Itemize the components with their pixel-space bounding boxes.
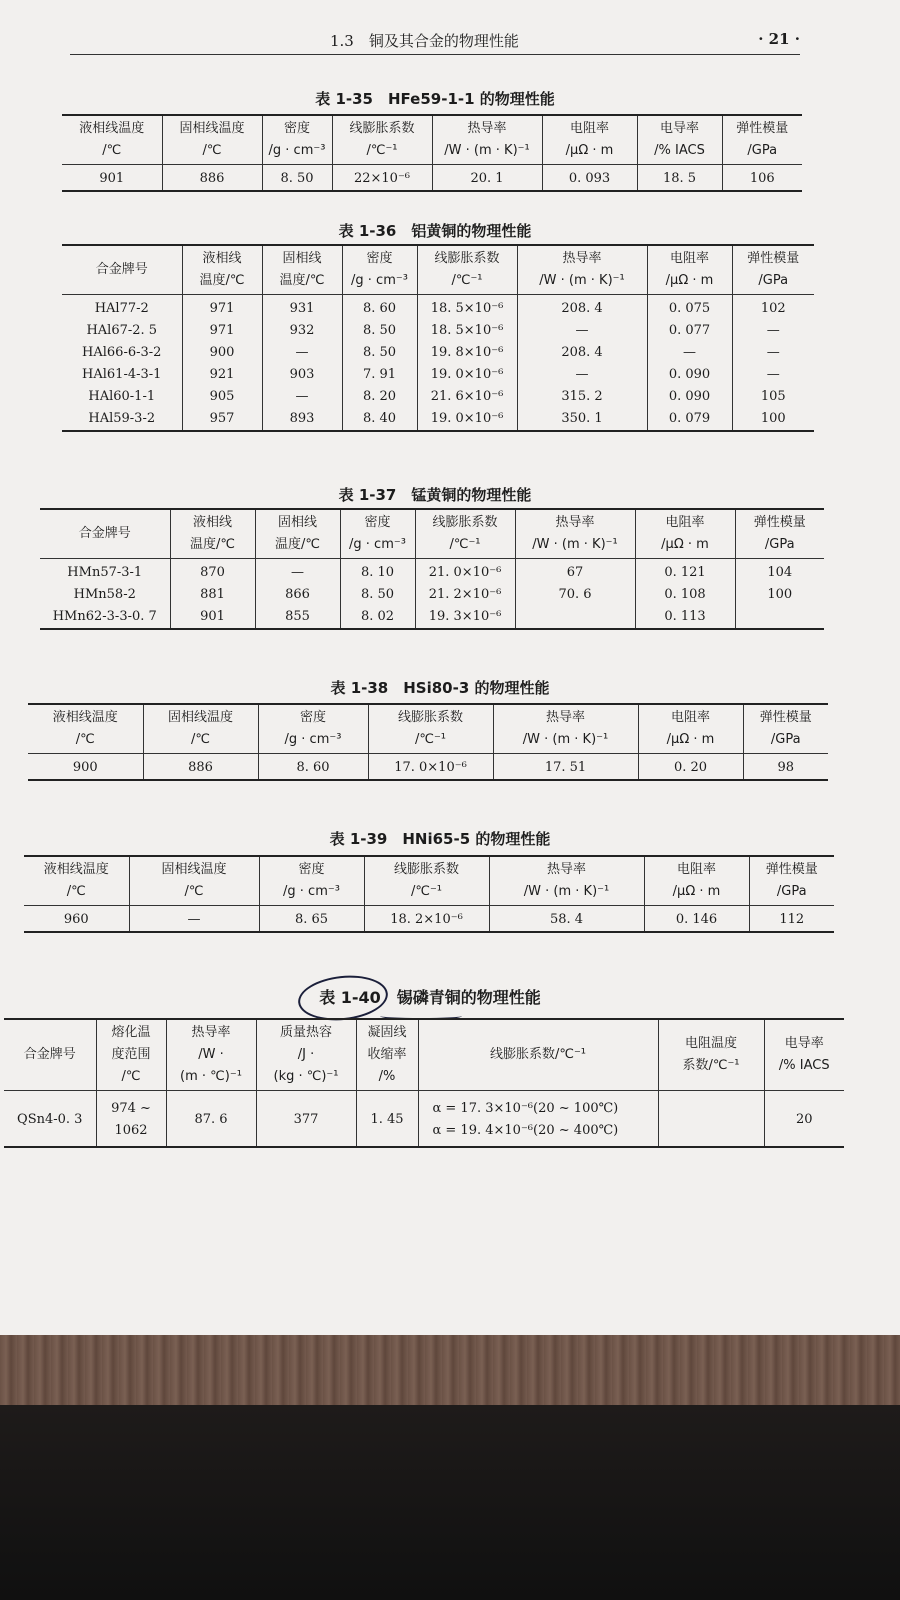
table-cell: —: [732, 320, 814, 342]
header-text: 固相线温度: [179, 121, 245, 136]
table-cell: 0. 079: [647, 408, 732, 431]
header-text: /% IACS: [654, 143, 705, 158]
running-head: [70, 30, 800, 55]
header-text: /μΩ · m: [565, 143, 614, 158]
table-cell: 102: [732, 295, 814, 321]
table-cell: 932: [262, 320, 342, 342]
header-text: 电阻率: [569, 121, 609, 136]
table-cell: HAl66-6-3-2: [82, 345, 162, 360]
table-cell: HAl61-4-3-1: [82, 367, 162, 382]
column-header: [489, 856, 644, 906]
table-cell: 8. 50: [342, 342, 417, 364]
column-header: [166, 1019, 256, 1091]
table-cell: 58. 4: [489, 906, 644, 933]
table-cell: 112: [749, 906, 834, 933]
table-cell: 67: [515, 559, 635, 585]
header-text: 固相线温度: [167, 710, 233, 725]
table-cell: 18. 5×10⁻⁶: [417, 295, 517, 321]
table-cell: 900: [72, 760, 98, 775]
table-cell: 70. 6: [515, 584, 635, 606]
column-header: [259, 856, 364, 906]
table-cell: —: [517, 364, 647, 386]
column-header: [356, 1019, 418, 1091]
header-text: 液相线: [192, 515, 232, 530]
table-row: [40, 584, 824, 606]
table-row: [62, 320, 814, 342]
column-header: [340, 509, 415, 559]
table-1-40: [4, 1018, 844, 1148]
header-text: 密度: [299, 710, 326, 725]
table-cell: 901: [170, 606, 255, 629]
column-header: [749, 856, 834, 906]
table-cell: 315. 2: [517, 386, 647, 408]
table-cell: 98: [743, 754, 828, 781]
header-text: /℃: [102, 143, 122, 158]
header-text: /℃: [191, 732, 210, 747]
header-text: 弹性模量: [759, 710, 812, 725]
table-cell: HMn58-2: [73, 587, 136, 602]
table-cell: 18. 5×10⁻⁶: [417, 320, 517, 342]
header-row: [40, 509, 824, 559]
column-header: [182, 245, 262, 295]
header-text: /W · (m · K)⁻¹: [532, 537, 618, 552]
header-text: /W · (m · K)⁻¹: [444, 143, 530, 158]
table-cell: 350. 1: [517, 408, 647, 431]
column-header: [658, 1019, 764, 1091]
header-text: /℃⁻¹: [451, 273, 483, 288]
header-text: /J ·: [297, 1047, 315, 1062]
table-1-39: [24, 855, 834, 933]
header-row: [62, 245, 814, 295]
header-text: 液相线温度: [52, 710, 118, 725]
column-header: [364, 856, 489, 906]
table-cell: —: [517, 320, 647, 342]
header-text: /g · cm⁻³: [351, 273, 408, 288]
pen-circle-mark: [296, 971, 390, 1024]
table-cell: 208. 4: [517, 342, 647, 364]
header-text: /μΩ · m: [665, 273, 714, 288]
column-header: [764, 1019, 844, 1091]
table-row: [62, 342, 814, 364]
column-header: [143, 704, 258, 754]
header-text: /GPa: [758, 273, 789, 288]
table-cell: 21. 2×10⁻⁶: [415, 584, 515, 606]
column-header: [368, 704, 493, 754]
header-text: 弹性模量: [747, 251, 800, 266]
column-header: [647, 245, 732, 295]
page-number: · 21 ·: [758, 30, 800, 48]
table-cell: 104: [735, 559, 824, 585]
table-cell: 971: [182, 320, 262, 342]
column-header: [515, 509, 635, 559]
table-cell: HAl67-2. 5: [86, 323, 158, 338]
header-text: 凝固线: [367, 1025, 407, 1040]
column-header: [638, 704, 743, 754]
table-cell: 8. 60: [342, 295, 417, 321]
header-text: 电导率: [784, 1036, 824, 1051]
table-1-38-caption: 表 1-38 HSi80-3 的物理性能: [330, 679, 550, 697]
table-cell: 18. 5: [637, 165, 722, 192]
table-cell: 0. 075: [647, 295, 732, 321]
column-header: [415, 509, 515, 559]
table-cell: 901: [99, 171, 125, 186]
table-cell: 19. 3×10⁻⁶: [415, 606, 515, 629]
header-text: /℃: [75, 732, 95, 747]
header-text: 电阻率: [665, 515, 705, 530]
table-cell: HMn62-3-3-0. 7: [52, 609, 157, 624]
table-cell: 8. 50: [262, 165, 332, 192]
header-text: /℃⁻¹: [410, 884, 443, 899]
table-cell: 974 ~ 1062: [96, 1091, 166, 1148]
table-row: [62, 386, 814, 408]
column-header: [170, 509, 255, 559]
table-cell: 0. 20: [638, 754, 743, 781]
header-text: 质量热容: [279, 1025, 332, 1040]
table-cell: 921: [182, 364, 262, 386]
table-row: [40, 606, 824, 629]
header-text: 热导率: [191, 1025, 231, 1040]
table-cell: —: [262, 342, 342, 364]
table-cell: [515, 606, 635, 629]
column-header: [332, 115, 432, 165]
dark-floor: [0, 1405, 900, 1600]
header-text: 液相线温度: [79, 121, 145, 136]
table-cell: 0. 093: [542, 165, 637, 192]
column-header: [432, 115, 542, 165]
table-cell: 0. 121: [635, 559, 735, 585]
table-cell: 900: [182, 342, 262, 364]
table-cell: —: [732, 342, 814, 364]
table-row: [40, 559, 824, 585]
table-1-35: [62, 114, 802, 192]
table-cell: 931: [262, 295, 342, 321]
table-cell: —: [732, 364, 814, 386]
table-cell: 905: [182, 386, 262, 408]
header-text: 热导率: [546, 862, 586, 877]
column-header: [24, 856, 129, 906]
column-header: [62, 115, 162, 165]
table-1-39-caption: 表 1-39 HNi65-5 的物理性能: [329, 830, 551, 848]
header-text: 收缩率: [367, 1047, 407, 1062]
header-text: 温度/℃: [279, 273, 325, 288]
table-cell: [735, 606, 824, 629]
table-cell: HAl77-2: [94, 301, 149, 316]
section-title: 1.3 铜及其合金的物理性能: [330, 32, 519, 50]
table-row: [62, 364, 814, 386]
header-text: /% IACS: [778, 1058, 830, 1073]
column-header: [644, 856, 749, 906]
header-text: 密度: [366, 251, 393, 266]
column-header: [258, 704, 368, 754]
header-text: (m · ℃)⁻¹: [180, 1069, 242, 1084]
header-text: 热导率: [555, 515, 595, 530]
column-header: [28, 704, 143, 754]
header-text: (kg · ℃)⁻¹: [273, 1069, 339, 1084]
header-text: 熔化温: [111, 1025, 151, 1040]
table-row: [62, 408, 814, 431]
table-cell: 21. 6×10⁻⁶: [417, 386, 517, 408]
header-text: 线膨胀系数/℃⁻¹: [489, 1047, 587, 1062]
header-text: 弹性模量: [765, 862, 818, 877]
table-row: [28, 754, 828, 781]
header-text: 电阻率: [676, 862, 716, 877]
table-cell: 87. 6: [166, 1091, 256, 1148]
header-text: 线膨胀系数: [432, 515, 498, 530]
table-1-36: [62, 244, 814, 432]
column-header: [418, 1019, 658, 1091]
column-header: [129, 856, 259, 906]
table-cell: HMn57-3-1: [67, 565, 143, 580]
table-1-36-caption: 表 1-36 铝黄铜的物理性能: [338, 222, 532, 240]
column-header: [493, 704, 638, 754]
header-text: /℃: [184, 884, 204, 899]
header-text: /g · cm⁻³: [349, 537, 406, 552]
header-text: 液相线: [202, 251, 242, 266]
header-text: 热导率: [562, 251, 602, 266]
table-cell: 866: [255, 584, 340, 606]
table-row: [4, 1091, 844, 1148]
table-cell: 105: [732, 386, 814, 408]
wooden-surface: [0, 1335, 900, 1405]
table-cell: 0. 077: [647, 320, 732, 342]
table-cell: 903: [262, 364, 342, 386]
header-text: /℃⁻¹: [449, 537, 481, 552]
header-text: /g · cm⁻³: [284, 732, 342, 747]
header-text: 线膨胀系数: [397, 710, 463, 725]
header-row: [4, 1019, 844, 1091]
table-1-35-caption: 表 1-35 HFe59-1-1 的物理性能: [315, 90, 555, 108]
header-text: 密度: [298, 862, 325, 877]
column-header: [732, 245, 814, 295]
header-text: 热导率: [467, 121, 507, 136]
column-header: [96, 1019, 166, 1091]
column-header: [40, 509, 170, 559]
table-cell: 20: [764, 1091, 844, 1148]
header-text: 固相线: [277, 515, 317, 530]
table-1-40-caption: 表 1-40 锡磷青铜的物理性能: [319, 988, 541, 1007]
table-cell: 870: [170, 559, 255, 585]
column-header: [162, 115, 262, 165]
header-text: /W · (m · K)⁻¹: [522, 732, 609, 747]
header-text: /GPa: [770, 732, 801, 747]
table-cell: 0. 146: [644, 906, 749, 933]
header-row: [24, 856, 834, 906]
header-text: 热导率: [545, 710, 585, 725]
header-text: 合金牌号: [23, 1047, 76, 1062]
header-text: 线膨胀系数: [349, 121, 415, 136]
header-text: /g · cm⁻³: [283, 884, 340, 899]
table-cell: 22×10⁻⁶: [332, 165, 432, 192]
header-text: 线膨胀系数: [393, 862, 459, 877]
table-cell: 8. 50: [342, 320, 417, 342]
column-header: [743, 704, 828, 754]
table-cell: 8. 20: [342, 386, 417, 408]
table-cell: —: [262, 386, 342, 408]
table-cell: 377: [256, 1091, 356, 1148]
header-row: [62, 115, 802, 165]
table-cell: 1. 45: [356, 1091, 418, 1148]
table-cell: 7. 91: [342, 364, 417, 386]
column-header: [256, 1019, 356, 1091]
table-cell: 18. 2×10⁻⁶: [364, 906, 489, 933]
header-text: 弹性模量: [736, 121, 789, 136]
header-text: /℃⁻¹: [414, 732, 447, 747]
header-text: 线膨胀系数: [434, 251, 500, 266]
header-text: /W ·: [198, 1047, 224, 1062]
column-header: [637, 115, 722, 165]
table-cell: 19. 8×10⁻⁶: [417, 342, 517, 364]
table-cell: —: [129, 906, 259, 933]
header-text: 电阻温度: [684, 1036, 737, 1051]
table-cell: 8. 10: [340, 559, 415, 585]
table-cell: 0. 113: [635, 606, 735, 629]
table-cell: 0. 090: [647, 364, 732, 386]
header-text: 合金牌号: [78, 526, 131, 541]
table-row: [62, 295, 814, 321]
table-1-38: [28, 703, 828, 781]
table-row: [24, 906, 834, 933]
table-cell: HAl60-1-1: [88, 389, 156, 404]
table-cell: 8. 02: [340, 606, 415, 629]
column-header: [417, 245, 517, 295]
column-header: [635, 509, 735, 559]
header-text: /g · cm⁻³: [268, 143, 326, 158]
header-text: 系数/℃⁻¹: [682, 1058, 740, 1073]
header-text: 密度: [364, 515, 391, 530]
table-cell: 8. 40: [342, 408, 417, 431]
header-text: /℃⁻¹: [366, 143, 398, 158]
table-cell: [658, 1091, 764, 1148]
header-text: /W · (m · K)⁻¹: [523, 884, 610, 899]
table-cell: 17. 0×10⁻⁶: [368, 754, 493, 781]
table-cell: 0. 108: [635, 584, 735, 606]
header-text: /μΩ · m: [666, 732, 715, 747]
table-cell: 886: [162, 165, 262, 192]
table-cell: 106: [722, 165, 802, 192]
table-cell: 855: [255, 606, 340, 629]
column-header: [255, 509, 340, 559]
table-cell: 881: [170, 584, 255, 606]
table-cell: 20. 1: [432, 165, 542, 192]
header-text: 温度/℃: [275, 537, 320, 552]
table-row: [62, 165, 802, 192]
column-header: [722, 115, 802, 165]
table-cell: QSn4-0. 3: [17, 1112, 83, 1127]
table-cell: 100: [735, 584, 824, 606]
table-cell: 17. 51: [493, 754, 638, 781]
header-text: 液相线温度: [43, 862, 109, 877]
header-text: 固相线温度: [161, 862, 227, 877]
header-text: /℃: [121, 1069, 141, 1084]
column-header: [262, 115, 332, 165]
table-cell: HAl59-3-2: [88, 411, 156, 426]
header-text: 弹性模量: [753, 515, 806, 530]
header-text: 电阻率: [670, 710, 710, 725]
table-cell: 960: [63, 912, 89, 927]
header-text: 温度/℃: [190, 537, 235, 552]
header-text: /μΩ · m: [661, 537, 709, 552]
header-text: /GPa: [764, 537, 795, 552]
header-text: /℃: [66, 884, 86, 899]
table-cell: 0. 090: [647, 386, 732, 408]
table-cell: 8. 50: [340, 584, 415, 606]
table-cell: 8. 60: [258, 754, 368, 781]
header-text: 密度: [283, 121, 310, 136]
header-text: /W · (m · K)⁻¹: [539, 273, 625, 288]
table-cell: —: [647, 342, 732, 364]
column-header: [735, 509, 824, 559]
table-cell: 886: [143, 754, 258, 781]
header-text: 电导率: [659, 121, 699, 136]
table-cell: 208. 4: [517, 295, 647, 321]
table-1-37-caption: 表 1-37 锰黄铜的物理性能: [338, 486, 532, 504]
column-header: [62, 245, 182, 295]
column-header: [542, 115, 637, 165]
table-1-37: [40, 508, 824, 630]
table-cell: α = 17. 3×10⁻⁶(20 ~ 100℃) α = 19. 4×10⁻⁶(20 ~ 400℃): [418, 1091, 658, 1148]
header-text: 度范围: [111, 1047, 151, 1062]
table-cell: 21. 0×10⁻⁶: [415, 559, 515, 585]
table-cell: 971: [182, 295, 262, 321]
column-header: [517, 245, 647, 295]
header-text: 温度/℃: [199, 273, 245, 288]
header-text: 合金牌号: [95, 262, 148, 277]
header-text: /μΩ · m: [672, 884, 721, 899]
table-cell: 100: [732, 408, 814, 431]
header-text: /GPa: [776, 884, 807, 899]
header-text: /%: [378, 1069, 396, 1084]
table-cell: 957: [182, 408, 262, 431]
header-row: [28, 704, 828, 754]
header-text: /℃: [202, 143, 222, 158]
table-cell: 19. 0×10⁻⁶: [417, 408, 517, 431]
header-text: /GPa: [747, 143, 778, 158]
table-cell: —: [255, 559, 340, 585]
header-text: 固相线: [282, 251, 322, 266]
column-header: [342, 245, 417, 295]
table-cell: 893: [262, 408, 342, 431]
table-cell: 8. 65: [259, 906, 364, 933]
table-cell: 19. 0×10⁻⁶: [417, 364, 517, 386]
header-text: 电阻率: [669, 251, 709, 266]
column-header: [4, 1019, 96, 1091]
column-header: [262, 245, 342, 295]
